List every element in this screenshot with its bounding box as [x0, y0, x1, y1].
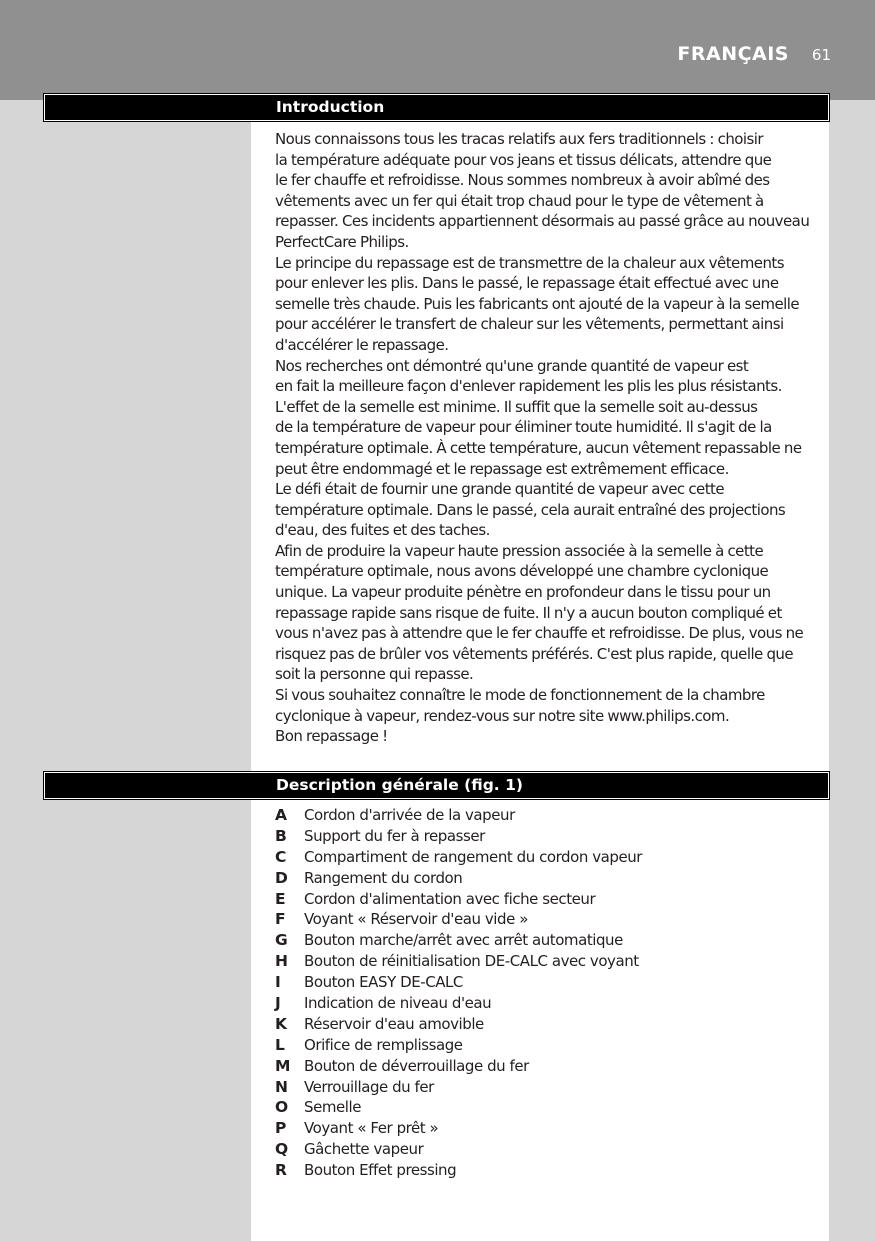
part-letter: H — [275, 952, 288, 971]
section-title-introduction: Introduction — [276, 98, 385, 116]
list-item — [275, 1097, 825, 1118]
part-letter: L — [275, 1035, 285, 1054]
list-item — [275, 1160, 825, 1181]
list-item — [275, 847, 825, 868]
page-number: 61 — [811, 46, 831, 64]
page-header-band — [0, 0, 875, 100]
part-letter: O — [275, 1098, 289, 1117]
part-letter: I — [275, 973, 281, 992]
part-label: Gâchette vapeur — [304, 1140, 424, 1159]
intro-paragraph: Afin de produire la vapeur haute pression associée à la semelle à cette température optimale, nous avons développé une chambre cyclonique unique. La vapeur produite pénètre en profondeur dans le tissu pour un repassage rapide sans risque de fuite. Il n'y a aucun bouton compliqué et vous n'avez pas à attendre que le fer chauffe et refroidisse. De plus, vous ne risquez pas de brûler vos vêtements préférés. C'est plus rapide, quelle que soit la personne qui repasse. — [275, 541, 804, 684]
part-letter: E — [275, 889, 286, 908]
list-item — [275, 826, 825, 847]
part-label: Voyant « Réservoir d'eau vide » — [304, 910, 528, 929]
part-letter: G — [275, 931, 288, 950]
list-item — [275, 909, 825, 930]
part-label: Cordon d'alimentation avec fiche secteur — [304, 889, 596, 908]
section-bar-description — [44, 772, 829, 799]
part-label: Voyant « Fer prêt » — [304, 1119, 439, 1138]
part-label: Bouton de réinitialisation DE-CALC avec voyant — [304, 952, 639, 971]
part-label: Semelle — [304, 1098, 362, 1117]
part-letter: B — [275, 826, 287, 845]
list-item — [275, 1056, 825, 1077]
part-label: Bouton Effet pressing — [304, 1161, 457, 1180]
list-item — [275, 1118, 825, 1139]
part-letter: Q — [275, 1140, 289, 1159]
part-label: Réservoir d'eau amovible — [304, 1014, 484, 1033]
intro-paragraph: Le principe du repassage est de transmettre de la chaleur aux vêtements pour enlever les plis. Dans le passé, le repassage était effectué avec une semelle très chaude. Puis les fabricants ont ajouté de la vapeur à la semelle pour accélérer le transfert de chaleur sur les vêtements, permettant ainsi d'accélérer le repassage. — [275, 253, 800, 354]
language-heading: FRANÇAIS — [677, 43, 789, 65]
right-margin-band — [829, 100, 875, 1241]
list-item — [275, 930, 825, 951]
intro-paragraph: Bon repassage ! — [275, 727, 388, 746]
list-item — [275, 805, 825, 826]
part-letter: K — [275, 1014, 288, 1033]
part-label: Verrouillage du fer — [304, 1077, 434, 1096]
part-label: Support du fer à repasser — [304, 826, 485, 845]
part-label: Bouton EASY DE-CALC — [304, 973, 463, 992]
list-item — [275, 993, 825, 1014]
part-letter: F — [275, 910, 286, 929]
introduction-body — [275, 129, 835, 747]
list-item — [275, 1077, 825, 1098]
list-item — [275, 972, 825, 993]
list-item — [275, 1035, 825, 1056]
list-item — [275, 951, 825, 972]
part-label: Bouton marche/arrêt avec arrêt automatique — [304, 931, 623, 950]
list-item — [275, 1139, 825, 1160]
part-letter: D — [275, 868, 288, 887]
section-title-description: Description générale (fig. 1) — [276, 776, 523, 794]
left-margin-band — [0, 100, 251, 1241]
intro-paragraph: Nos recherches ont démontré qu'une grande quantité de vapeur est en fait la meilleure façon d'enlever rapidement les plis les plus résistants. L'effet de la semelle est minime. Il suffit que la semelle soit au-dessus de la température de vapeur pour éliminer toute humidité. Il s'agit de la température optimale. À cette température, aucun vêtement repassable ne peut être endommagé et le repassage est extrêmement efficace. — [275, 356, 802, 478]
list-item — [275, 868, 825, 889]
part-letter: M — [275, 1056, 291, 1075]
part-label: Rangement du cordon — [304, 868, 463, 887]
part-label: Bouton de déverrouillage du fer — [304, 1056, 529, 1075]
list-item — [275, 889, 825, 910]
list-item — [275, 1014, 825, 1035]
parts-list — [275, 805, 825, 1181]
part-label: Indication de niveau d'eau — [304, 994, 492, 1013]
part-letter: J — [275, 994, 281, 1013]
part-letter: N — [275, 1077, 288, 1096]
part-letter: C — [275, 847, 287, 866]
part-label: Compartiment de rangement du cordon vapeur — [304, 847, 643, 866]
part-label: Cordon d'arrivée de la vapeur — [304, 806, 515, 824]
part-letter: A — [275, 806, 287, 824]
section-bar-introduction — [44, 94, 829, 121]
part-letter: R — [275, 1161, 287, 1180]
part-label: Orifice de remplissage — [304, 1035, 463, 1054]
intro-paragraph: Si vous souhaitez connaître le mode de fonctionnement de la chambre cyclonique à vapeur, rendez-vous sur notre site www.philips.com. — [275, 686, 765, 725]
intro-paragraph: Le défi était de fournir une grande quantité de vapeur avec cette température optimale. Dans le passé, cela aurait entraîné des projections d'eau, des fuites et des taches. — [275, 480, 786, 540]
part-letter: P — [275, 1119, 287, 1138]
intro-paragraph: Nous connaissons tous les tracas relatifs aux fers traditionnels : choisir la température adéquate pour vos jeans et tissus délicats, attendre que le fer chauffe et refroidisse. Nous sommes nombreux à avoir abîmé des vêtements avec un fer qui était trop chaud pour le type de vêtement à repasser. Ces incidents appartiennent désormais au passé grâce au nouveau PerfectCare Philips. — [275, 130, 810, 251]
